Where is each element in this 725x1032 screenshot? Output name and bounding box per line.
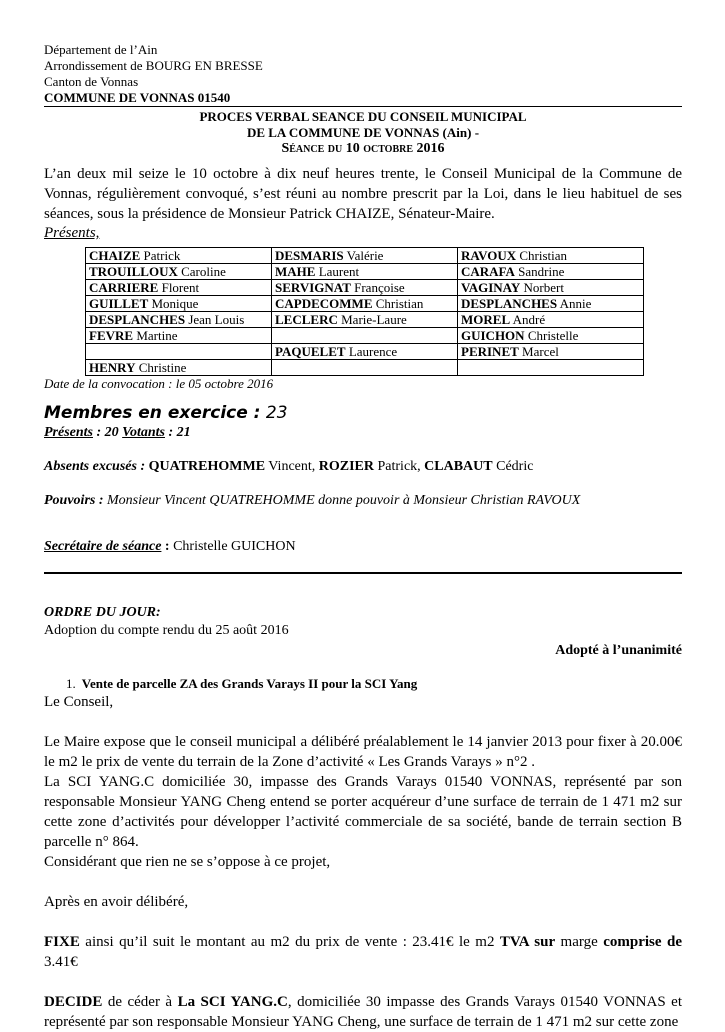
decide-text-2: , domiciliée 30 impasse des Grands Varays 01540 VONNAS et représenté par son responsable Monsieur YANG Cheng, une surface de terrain de 1 471 m2 sur cette zone (44, 994, 682, 1030)
pouvoirs-label: Pouvoirs : (44, 493, 104, 508)
item-para-1: Le Maire expose que le conseil municipal a délibéré préalablement le 14 janvier 2013 pour fixer à 20.00€ le m2 le prix de vente du terrain de la Zone d’activité « Les Grands Varays » n°2 . (44, 734, 682, 770)
member-cell (272, 328, 458, 344)
title-line-2: DE LA COMMUNE DE VONNAS (Ain) - (246, 125, 480, 140)
member-first-name: Christine (138, 360, 187, 375)
member-last-name: HENRY (89, 360, 136, 375)
secretaire-label: Secrétaire de séance (44, 539, 162, 554)
absent-3-last: CLABAUT (424, 459, 493, 474)
member-last-name: MOREL (461, 312, 511, 327)
member-first-name: Annie (559, 296, 592, 311)
convocation-date: Date de la convocation : le 05 octobre 2016 (44, 376, 274, 391)
header-rule (44, 106, 682, 107)
member-last-name: GUICHON (461, 328, 525, 343)
member-cell (272, 360, 458, 376)
member-first-name: Laurence (348, 344, 398, 359)
member-first-name: Sandrine (518, 264, 565, 279)
member-last-name: PAQUELET (275, 344, 346, 359)
member-last-name: RAVOUX (461, 248, 517, 263)
intro-paragraph: L’an deux mil seize le 10 octobre à dix neuf heures trente, le Conseil Municipal de la Commune de Vonnas, régulièrement convoqué, s’est réuni au nombre prescrit par la Loi, dans le lieu habituel de ses séances, sous la présidence de Monsieur Patrick CHAIZE, Sénateur-Maire. (44, 166, 682, 222)
header-commune: COMMUNE DE VONNAS 01540 (44, 90, 231, 105)
header-department: Département de l’Ain (44, 42, 158, 57)
member-cell (458, 248, 644, 264)
member-first-name: André (512, 312, 546, 327)
member-last-name: CARAFA (461, 264, 515, 279)
member-last-name: TROUILLOUX (89, 264, 178, 279)
member-last-name: CARRIERE (89, 280, 159, 295)
member-cell (86, 328, 272, 344)
item-apres: Après en avoir délibéré, (44, 894, 189, 910)
member-cell (458, 328, 644, 344)
decide-keyword: DECIDE (44, 994, 103, 1010)
member-last-name: PERINET (461, 344, 519, 359)
members-row (86, 344, 644, 360)
members-row (86, 296, 644, 312)
members-table (85, 247, 644, 376)
member-last-name: DESPLANCHES (461, 296, 558, 311)
member-first-name: Christian (519, 248, 568, 263)
member-last-name: LECLERC (275, 312, 338, 327)
member-last-name: DESPLANCHES (89, 312, 186, 327)
fixe-text-2: marge (555, 934, 604, 950)
members-row (86, 280, 644, 296)
member-cell (458, 280, 644, 296)
member-cell (272, 248, 458, 264)
member-last-name: FEVRE (89, 328, 134, 343)
agenda-item-label: Vente de parcelle ZA des Grands Varays II pour la SCI Yang (81, 676, 418, 691)
member-cell (458, 312, 644, 328)
item-fixe (44, 932, 682, 972)
absents-line (44, 458, 682, 476)
member-cell (272, 296, 458, 312)
member-last-name: CAPDECOMME (275, 296, 373, 311)
member-cell (86, 264, 272, 280)
absent-2-first: Patrick, (377, 459, 421, 474)
document-page (44, 42, 682, 1032)
member-cell (458, 344, 644, 360)
member-cell (458, 296, 644, 312)
absent-1-last: QUATREHOMME (148, 459, 266, 474)
ordre-result: Adopté à l’unanimité (555, 643, 682, 658)
header-arrondissement: Arrondissement de BOURG EN BRESSE (44, 58, 263, 73)
title-line-3: Séance du 10 octobre 2016 (281, 141, 445, 156)
member-cell (86, 296, 272, 312)
secretaire-separator: : (161, 539, 174, 554)
member-first-name: Marie-Laure (341, 312, 407, 327)
members-in-office (44, 402, 682, 424)
document-header (44, 42, 682, 106)
presents-label: Présents, (44, 225, 100, 241)
member-last-name: SERVIGNAT (275, 280, 351, 295)
members-row (86, 264, 644, 280)
member-cell (86, 280, 272, 296)
pouvoirs-text: Monsieur Vincent QUATREHOMME donne pouvoir à Monsieur Christian RAVOUX (107, 493, 581, 508)
member-last-name: GUILLET (89, 296, 149, 311)
member-first-name: Patrick (143, 248, 181, 263)
absent-1-first: Vincent, (268, 459, 316, 474)
member-cell (458, 360, 644, 376)
item-decide (44, 992, 682, 1032)
member-cell (272, 312, 458, 328)
member-first-name: Marcel (522, 344, 559, 359)
fixe-text-3: 3.41€ (44, 954, 78, 970)
members-row (86, 360, 644, 376)
section-rule (44, 572, 682, 574)
member-cell (272, 280, 458, 296)
fixe-text-1: ainsi qu’il suit le montant au m2 du prix de vente : 23.41€ le m2 (79, 934, 500, 950)
member-cell (458, 264, 644, 280)
presents-votants (44, 424, 682, 442)
member-first-name: Martine (136, 328, 178, 343)
fixe-comprise: comprise de (603, 934, 682, 950)
secretaire-name: Christelle GUICHON (173, 539, 296, 554)
members-in-office-label: Membres en exercice : (44, 403, 261, 423)
member-last-name: CHAIZE (89, 248, 141, 263)
title-line-1: PROCES VERBAL SEANCE DU CONSEIL MUNICIPAL (199, 109, 527, 124)
absent-3-first: Cédric (496, 459, 534, 474)
header-canton: Canton de Vonnas (44, 74, 139, 89)
members-row (86, 312, 644, 328)
member-last-name: MAHE (275, 264, 316, 279)
member-cell (86, 344, 272, 360)
absent-2-last: ROZIER (318, 459, 374, 474)
member-first-name: Monique (151, 296, 199, 311)
pouvoirs-line (44, 492, 682, 510)
decide-buyer: La SCI YANG.C (177, 994, 288, 1010)
votants-count-label: Votants (122, 425, 165, 440)
fixe-tva: TVA sur (499, 934, 556, 950)
member-first-name: Christelle (527, 328, 579, 343)
member-first-name: Norbert (523, 280, 564, 295)
member-cell (272, 344, 458, 360)
member-cell (272, 264, 458, 280)
member-cell (86, 360, 272, 376)
member-first-name: Jean Louis (188, 312, 245, 327)
members-row (86, 328, 644, 344)
member-last-name: DESMARIS (275, 248, 344, 263)
ordre-adoption: Adoption du compte rendu du 25 août 2016 (44, 623, 289, 638)
members-in-office-value: 23 (265, 403, 288, 423)
member-last-name: VAGINAY (461, 280, 521, 295)
presents-count-label: Présents (44, 425, 93, 440)
ordre-du-jour (44, 604, 682, 660)
member-first-name: Valérie (346, 248, 384, 263)
fixe-keyword: FIXE (44, 934, 80, 950)
member-cell (86, 248, 272, 264)
secretaire-line (44, 538, 682, 556)
member-first-name: Caroline (181, 264, 226, 279)
member-first-name: Florent (161, 280, 200, 295)
agenda-item-1-title (66, 676, 682, 692)
item-para-2: La SCI YANG.C domiciliée 30, impasse des Grands Varays 01540 VONNAS, représenté par son responsable Monsieur YANG Cheng entend se porter acquéreur d’une surface de terrain de 1 471 m2 sur cette zone d’activités pour développer l’activité commerciale de sa société, bande de terrain section B parcelle n° 864. (44, 774, 682, 850)
member-first-name: Laurent (318, 264, 360, 279)
decide-text-1: de céder à (102, 994, 178, 1010)
document-title (44, 109, 682, 157)
member-first-name: Christian (375, 296, 424, 311)
agenda-item-number: 1. (66, 676, 76, 691)
member-cell (86, 312, 272, 328)
item-para-3: Considérant que rien ne se s’oppose à ce projet, (44, 854, 331, 870)
ordre-label: ORDRE DU JOUR: (44, 605, 161, 620)
absents-label: Absents excusés : (44, 459, 146, 474)
members-row (86, 248, 644, 264)
member-first-name: Françoise (354, 280, 405, 295)
votants-count-value: : 21 (168, 425, 191, 440)
item-conseil: Le Conseil, (44, 694, 114, 710)
presents-count-value: : 20 (96, 425, 119, 440)
